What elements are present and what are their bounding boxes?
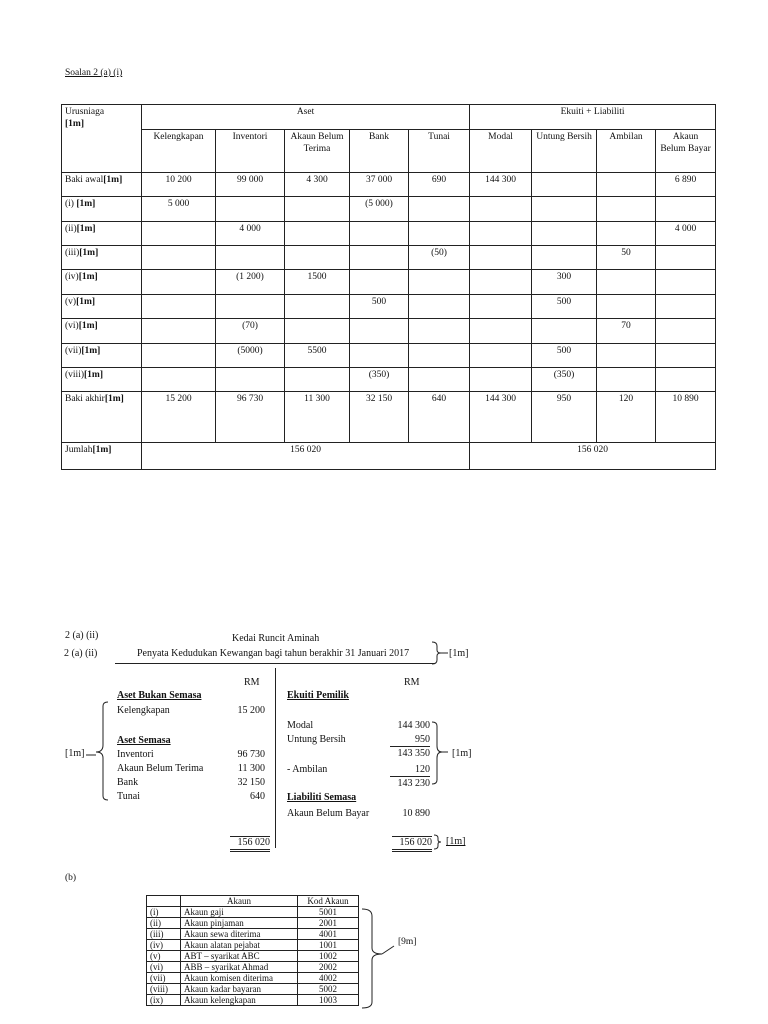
table-cell bbox=[470, 221, 532, 245]
table-cell: (5000) bbox=[216, 343, 285, 367]
table-cell bbox=[350, 221, 409, 245]
table-cell bbox=[285, 294, 350, 318]
table-cell bbox=[142, 270, 216, 294]
table-cell bbox=[597, 270, 656, 294]
row-label-text: (vii) bbox=[65, 345, 82, 356]
jumlah-ekuiti: 156 020 bbox=[470, 443, 716, 470]
table-cell bbox=[409, 294, 470, 318]
current-heading: Aset Semasa bbox=[117, 735, 171, 746]
table-cell: 640 bbox=[409, 392, 470, 443]
jumlah-label bbox=[62, 443, 142, 470]
table-cell bbox=[409, 319, 470, 343]
liab-heading: Liabiliti Semasa bbox=[287, 792, 357, 803]
column-header: Ambilan bbox=[597, 130, 656, 172]
table-cell bbox=[597, 221, 656, 245]
account-row bbox=[147, 995, 359, 1006]
account-name: Akaun alatan pejabat bbox=[181, 940, 298, 951]
table-cell: 500 bbox=[532, 343, 597, 367]
row-label-text: (iii) bbox=[65, 248, 80, 259]
account-code: 4002 bbox=[298, 973, 359, 984]
row-label bbox=[62, 368, 142, 392]
current-asset-value: 640 bbox=[250, 791, 265, 802]
table-row bbox=[62, 246, 716, 270]
account-code: 2001 bbox=[298, 918, 359, 929]
table-cell: 950 bbox=[532, 392, 597, 443]
column-header: Tunai bbox=[409, 130, 470, 172]
table-cell: 1500 bbox=[285, 270, 350, 294]
account-name: Akaun kadar bayaran bbox=[181, 984, 298, 995]
row-mark: [1m] bbox=[76, 199, 96, 210]
total-mark: [1m] bbox=[446, 836, 466, 847]
account-no: (iv) bbox=[147, 940, 181, 951]
currency-left: RM bbox=[244, 677, 260, 688]
table-cell: (350) bbox=[532, 368, 597, 392]
ambilan-label: - Ambilan bbox=[287, 764, 328, 775]
table-cell: 11 300 bbox=[285, 392, 350, 443]
current-asset-value: 96 730 bbox=[237, 749, 265, 760]
account-code: 1002 bbox=[298, 951, 359, 962]
table-cell bbox=[409, 343, 470, 367]
account-name: Akaun pinjaman bbox=[181, 918, 298, 929]
row-label-text: (i) bbox=[65, 199, 77, 210]
left-mark: [1m] bbox=[65, 748, 85, 759]
column-header: Akaun Belum Terima bbox=[285, 130, 350, 172]
table-cell bbox=[597, 368, 656, 392]
left-brace-icon bbox=[92, 700, 112, 802]
title-mark: [1m] bbox=[449, 648, 469, 659]
table-cell bbox=[409, 221, 470, 245]
table-cell bbox=[142, 294, 216, 318]
table-cell bbox=[285, 319, 350, 343]
kelengkapan-value: 15 200 bbox=[237, 705, 265, 716]
total-brace-icon bbox=[432, 834, 446, 850]
table-cell bbox=[532, 197, 597, 221]
abb-value: 10 890 bbox=[402, 808, 430, 819]
statement-business-name: Kedai Runcit Aminah bbox=[232, 633, 320, 644]
table-cell bbox=[597, 197, 656, 221]
table-cell bbox=[656, 368, 716, 392]
table-cell bbox=[142, 368, 216, 392]
jumlah-mark: [1m] bbox=[92, 445, 112, 456]
statement-part-label: 2 (a) (ii) bbox=[65, 630, 99, 641]
left-arrow-icon bbox=[86, 752, 96, 758]
table-b-brace-icon bbox=[360, 906, 400, 1012]
table-cell: 96 730 bbox=[216, 392, 285, 443]
ambilan-value: 120 bbox=[390, 764, 430, 777]
column-header: Kelengkapan bbox=[142, 130, 216, 172]
section-b-label: (b) bbox=[65, 873, 77, 883]
account-name: Akaun kelengkapan bbox=[181, 995, 298, 1006]
table-cell: 144 300 bbox=[470, 172, 532, 196]
row-label-text: (iv) bbox=[65, 272, 79, 283]
account-no: (ii) bbox=[147, 918, 181, 929]
row-label-text: (vi) bbox=[65, 321, 79, 332]
account-no: (v) bbox=[147, 951, 181, 962]
left-total: 156 020 bbox=[230, 836, 270, 852]
table-row bbox=[62, 197, 716, 221]
table-cell bbox=[350, 319, 409, 343]
table-row bbox=[62, 172, 716, 196]
table-cell bbox=[597, 343, 656, 367]
current-asset-value: 32 150 bbox=[237, 777, 265, 788]
table-cell: 32 150 bbox=[350, 392, 409, 443]
section-a-title: Soalan 2 (a) (i) bbox=[65, 68, 123, 78]
header-urusniaga bbox=[62, 105, 142, 173]
tb-header-no bbox=[147, 896, 181, 907]
account-code: 1003 bbox=[298, 995, 359, 1006]
current-asset-label: Akaun Belum Terima bbox=[117, 763, 204, 774]
table-cell bbox=[142, 246, 216, 270]
row-label bbox=[62, 172, 142, 196]
table-cell bbox=[409, 270, 470, 294]
current-asset-label: Tunai bbox=[117, 791, 140, 802]
table-row bbox=[62, 368, 716, 392]
table-row bbox=[62, 270, 716, 294]
account-no: (ix) bbox=[147, 995, 181, 1006]
account-name: Akaun gaji bbox=[181, 907, 298, 918]
header-urusniaga-mark: [1m] bbox=[65, 119, 84, 129]
account-code: 1001 bbox=[298, 940, 359, 951]
account-row bbox=[147, 951, 359, 962]
row-label bbox=[62, 343, 142, 367]
row-label bbox=[62, 197, 142, 221]
table-cell: 144 300 bbox=[470, 392, 532, 443]
table-cell bbox=[656, 197, 716, 221]
table-cell bbox=[142, 221, 216, 245]
row-label bbox=[62, 221, 142, 245]
row-mark: [1m] bbox=[78, 272, 98, 283]
account-row bbox=[147, 940, 359, 951]
jumlah-label-text: Jumlah bbox=[65, 445, 93, 456]
table-cell bbox=[532, 221, 597, 245]
equity-heading: Ekuiti Pemilik bbox=[287, 690, 349, 701]
untung-label: Untung Bersih bbox=[287, 734, 346, 745]
statement-part: 2 (a) (ii) bbox=[64, 648, 98, 659]
jumlah-row bbox=[62, 443, 716, 470]
column-header: Akaun Belum Bayar bbox=[656, 130, 716, 172]
column-header: Bank bbox=[350, 130, 409, 172]
untung-value: 950 bbox=[390, 734, 430, 747]
table-cell: 500 bbox=[350, 294, 409, 318]
table-row bbox=[62, 392, 716, 443]
table-cell bbox=[350, 270, 409, 294]
table-row bbox=[62, 319, 716, 343]
table-cell bbox=[216, 197, 285, 221]
table-cell bbox=[470, 294, 532, 318]
table-b-mark: [9m] bbox=[398, 937, 417, 947]
table-row bbox=[62, 343, 716, 367]
table-cell: 690 bbox=[409, 172, 470, 196]
modal-value: 144 300 bbox=[397, 720, 430, 731]
account-no: (i) bbox=[147, 907, 181, 918]
table-cell bbox=[656, 270, 716, 294]
account-no: (vii) bbox=[147, 973, 181, 984]
table-cell: 70 bbox=[597, 319, 656, 343]
table-cell bbox=[409, 197, 470, 221]
currency-right: RM bbox=[404, 677, 420, 688]
account-row bbox=[147, 962, 359, 973]
current-asset-value: 11 300 bbox=[237, 763, 265, 774]
row-mark: [1m] bbox=[76, 223, 96, 234]
table-cell: 500 bbox=[532, 294, 597, 318]
table-cell: 300 bbox=[532, 270, 597, 294]
account-no: (viii) bbox=[147, 984, 181, 995]
table-cell bbox=[656, 343, 716, 367]
table-cell bbox=[532, 172, 597, 196]
table-cell bbox=[470, 246, 532, 270]
header-group-aset: Aset bbox=[142, 105, 470, 130]
account-no: (vi) bbox=[147, 962, 181, 973]
account-code-table bbox=[146, 895, 359, 1006]
table-cell: 10 200 bbox=[142, 172, 216, 196]
table-cell: (50) bbox=[409, 246, 470, 270]
row-mark: [1m] bbox=[81, 345, 101, 356]
table-cell bbox=[216, 368, 285, 392]
account-no: (iii) bbox=[147, 929, 181, 940]
table-cell bbox=[597, 172, 656, 196]
account-code: 5002 bbox=[298, 984, 359, 995]
row-mark: [1m] bbox=[104, 394, 124, 405]
column-header: Inventori bbox=[216, 130, 285, 172]
table-row bbox=[62, 221, 716, 245]
non-current-heading: Aset Bukan Semasa bbox=[117, 690, 202, 701]
account-name: Akaun komisen diterima bbox=[181, 973, 298, 984]
account-row bbox=[147, 918, 359, 929]
account-code: 5001 bbox=[298, 907, 359, 918]
row-label bbox=[62, 392, 142, 443]
jumlah-aset: 156 020 bbox=[142, 443, 470, 470]
table-cell bbox=[470, 368, 532, 392]
table-cell: 4 000 bbox=[656, 221, 716, 245]
row-label-text: Baki awal bbox=[65, 174, 104, 185]
table-cell bbox=[216, 294, 285, 318]
row-mark: [1m] bbox=[78, 321, 98, 332]
subtotal-1: 143 350 bbox=[397, 748, 430, 759]
table-cell bbox=[470, 270, 532, 294]
table-cell bbox=[597, 294, 656, 318]
account-row bbox=[147, 973, 359, 984]
table-cell bbox=[285, 197, 350, 221]
table-cell: (70) bbox=[216, 319, 285, 343]
table-cell: 120 bbox=[597, 392, 656, 443]
table-cell: 10 890 bbox=[656, 392, 716, 443]
table-cell bbox=[656, 294, 716, 318]
row-mark: [1m] bbox=[79, 248, 99, 259]
right-total: 156 020 bbox=[392, 836, 432, 852]
account-code: 4001 bbox=[298, 929, 359, 940]
column-header: Untung Bersih bbox=[532, 130, 597, 172]
t-account-divider bbox=[275, 668, 276, 848]
tb-header-account: Akaun bbox=[181, 896, 298, 907]
table-cell bbox=[409, 368, 470, 392]
row-label-text: Baki akhir bbox=[65, 394, 105, 405]
table-cell: 99 000 bbox=[216, 172, 285, 196]
header-group-ekuiti: Ekuiti + Liabiliti bbox=[470, 105, 716, 130]
statement-title: Penyata Kedudukan Kewangan bagi tahun berakhir 31 Januari 2017 bbox=[137, 648, 410, 659]
column-header: Modal bbox=[470, 130, 532, 172]
row-mark: [1m] bbox=[84, 370, 103, 381]
tb-header-code: Kod Akaun bbox=[298, 896, 359, 907]
table-cell: (5 000) bbox=[350, 197, 409, 221]
kelengkapan-label: Kelengkapan bbox=[117, 705, 170, 716]
table-cell bbox=[532, 246, 597, 270]
table-cell: 15 200 bbox=[142, 392, 216, 443]
account-row bbox=[147, 929, 359, 940]
table-cell: 4 000 bbox=[216, 221, 285, 245]
account-name: Akaun sewa diterima bbox=[181, 929, 298, 940]
account-name: ABB – syarikat Ahmad bbox=[181, 962, 298, 973]
table-cell bbox=[142, 343, 216, 367]
row-label bbox=[62, 294, 142, 318]
table-cell bbox=[656, 319, 716, 343]
table-cell bbox=[470, 319, 532, 343]
account-row bbox=[147, 907, 359, 918]
table-cell bbox=[656, 246, 716, 270]
table-cell bbox=[470, 343, 532, 367]
account-code: 2002 bbox=[298, 962, 359, 973]
equity-brace-icon bbox=[430, 716, 450, 788]
accounting-equation-table bbox=[61, 104, 716, 470]
table-cell: 50 bbox=[597, 246, 656, 270]
account-name: ABT – syarikat ABC bbox=[181, 951, 298, 962]
row-mark: [1m] bbox=[103, 174, 123, 185]
table-cell bbox=[532, 319, 597, 343]
table-cell bbox=[350, 343, 409, 367]
row-label-text: (v) bbox=[65, 296, 77, 307]
table-cell bbox=[142, 319, 216, 343]
equity-mark: [1m] bbox=[452, 748, 472, 759]
table-cell bbox=[285, 368, 350, 392]
table-row bbox=[62, 294, 716, 318]
table-cell bbox=[285, 221, 350, 245]
current-asset-label: Inventori bbox=[117, 749, 154, 760]
abb-label: Akaun Belum Bayar bbox=[287, 808, 370, 819]
table-cell: 5 000 bbox=[142, 197, 216, 221]
row-label-text: (ii) bbox=[65, 223, 77, 234]
row-label bbox=[62, 319, 142, 343]
table-cell bbox=[470, 197, 532, 221]
table-cell bbox=[285, 246, 350, 270]
row-label-text: (viii) bbox=[65, 370, 84, 381]
table-cell: 5500 bbox=[285, 343, 350, 367]
table-cell bbox=[216, 246, 285, 270]
row-label bbox=[62, 246, 142, 270]
table-cell: 37 000 bbox=[350, 172, 409, 196]
account-row bbox=[147, 984, 359, 995]
table-cell: 4 300 bbox=[285, 172, 350, 196]
current-asset-label: Bank bbox=[117, 777, 139, 788]
title-underline bbox=[115, 663, 435, 664]
table-cell: (1 200) bbox=[216, 270, 285, 294]
table-cell: (350) bbox=[350, 368, 409, 392]
row-mark: [1m] bbox=[76, 296, 96, 307]
subtotal-2: 143 230 bbox=[397, 778, 430, 789]
modal-label: Modal bbox=[287, 720, 314, 731]
row-label bbox=[62, 270, 142, 294]
table-cell bbox=[350, 246, 409, 270]
table-cell: 6 890 bbox=[656, 172, 716, 196]
header-urusniaga-label: Urusniaga bbox=[65, 107, 105, 117]
